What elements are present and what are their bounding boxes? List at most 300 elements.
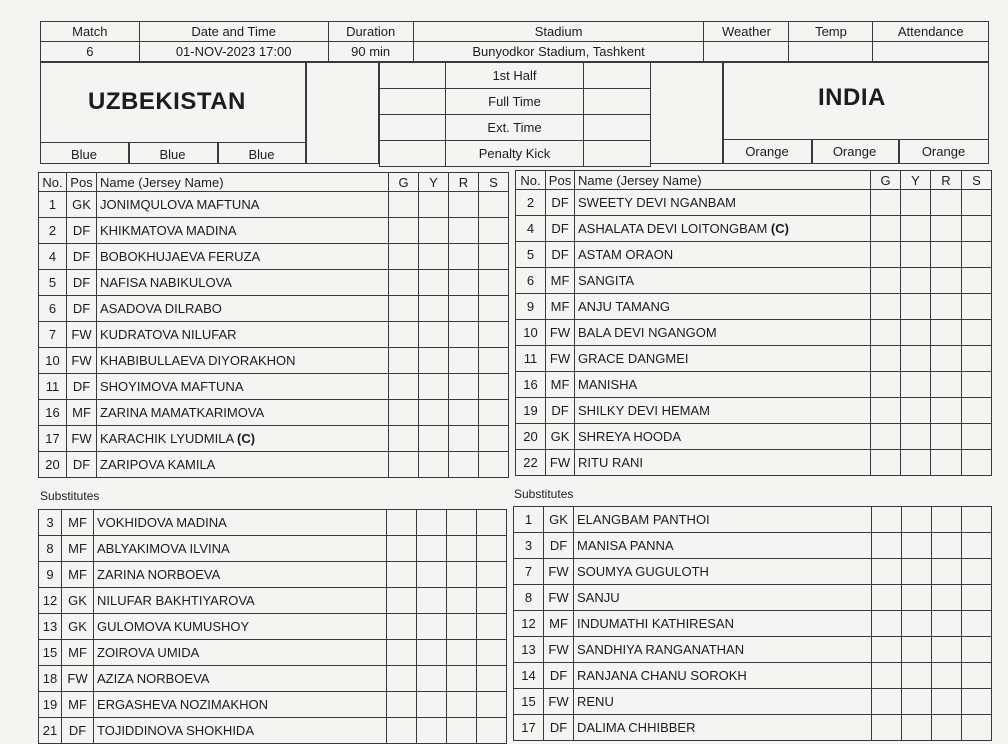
goals-cell bbox=[872, 689, 902, 715]
sub-cell bbox=[962, 585, 992, 611]
sub-cell bbox=[479, 322, 509, 348]
player-name-cell bbox=[574, 637, 872, 663]
player-row bbox=[39, 322, 509, 348]
yellow-cell bbox=[417, 666, 447, 692]
player-position: FW bbox=[546, 320, 575, 346]
player-row bbox=[39, 510, 507, 536]
red-cell bbox=[449, 348, 479, 374]
player-name-cell bbox=[575, 398, 871, 424]
goals-cell bbox=[872, 611, 902, 637]
player-row bbox=[39, 296, 509, 322]
player-number: 19 bbox=[516, 398, 546, 424]
player-name: ZOIROVA UMIDA bbox=[97, 645, 200, 660]
player-number: 15 bbox=[514, 689, 544, 715]
player-number: 2 bbox=[39, 218, 67, 244]
red-cell bbox=[932, 715, 962, 741]
goals-cell bbox=[387, 692, 417, 718]
attendance-label: Attendance bbox=[873, 22, 989, 42]
goals-cell bbox=[872, 559, 902, 585]
goals-cell bbox=[872, 507, 902, 533]
sub-cell bbox=[962, 346, 992, 372]
player-position: FW bbox=[67, 322, 97, 348]
sub-cell bbox=[477, 718, 507, 744]
player-position: FW bbox=[544, 559, 574, 585]
player-name-cell bbox=[94, 510, 387, 536]
player-name: ZARIPOVA KAMILA bbox=[100, 457, 216, 472]
sub-cell bbox=[962, 190, 992, 216]
temp-label: Temp bbox=[789, 22, 873, 42]
player-name: ZARINA NORBOEVA bbox=[97, 567, 221, 582]
red-cell bbox=[931, 216, 962, 242]
player-name: KHABIBULLAEVA DIYORAKHON bbox=[100, 353, 296, 368]
player-name-cell bbox=[575, 424, 871, 450]
player-position: FW bbox=[546, 450, 575, 476]
sub-cell bbox=[962, 294, 992, 320]
col-name: Name (Jersey Name) bbox=[575, 171, 871, 190]
player-name-cell bbox=[97, 426, 389, 452]
player-row bbox=[516, 242, 992, 268]
player-row bbox=[39, 614, 507, 640]
sub-cell bbox=[962, 611, 992, 637]
home-subs-table bbox=[38, 509, 507, 744]
goals-cell bbox=[387, 588, 417, 614]
player-row bbox=[514, 715, 992, 741]
player-position: FW bbox=[67, 426, 97, 452]
red-cell bbox=[931, 320, 962, 346]
home-team-name: UZBEKISTAN bbox=[88, 88, 246, 115]
player-position: MF bbox=[62, 510, 94, 536]
sub-cell bbox=[962, 372, 992, 398]
player-name-cell bbox=[574, 611, 872, 637]
goals-cell bbox=[871, 190, 901, 216]
player-name: INDUMATHI KATHIRESAN bbox=[577, 616, 734, 631]
red-cell bbox=[447, 588, 477, 614]
player-number: 5 bbox=[516, 242, 546, 268]
col-r: R bbox=[931, 171, 962, 190]
player-number: 9 bbox=[516, 294, 546, 320]
yellow-cell bbox=[419, 218, 449, 244]
player-row bbox=[39, 562, 507, 588]
sub-cell bbox=[477, 640, 507, 666]
goals-cell bbox=[389, 192, 419, 218]
player-number: 8 bbox=[39, 536, 62, 562]
goals-cell bbox=[871, 268, 901, 294]
yellow-cell bbox=[419, 400, 449, 426]
player-name: SHOYIMOVA MAFTUNA bbox=[100, 379, 244, 394]
player-name-cell bbox=[574, 663, 872, 689]
player-name: SOUMYA GUGULOTH bbox=[577, 564, 709, 579]
player-row bbox=[516, 320, 992, 346]
red-cell bbox=[931, 346, 962, 372]
player-name-cell bbox=[97, 296, 389, 322]
player-position: DF bbox=[544, 715, 574, 741]
player-name: SANJU bbox=[577, 590, 620, 605]
player-position: DF bbox=[546, 398, 575, 424]
red-cell bbox=[447, 718, 477, 744]
yellow-cell bbox=[901, 294, 931, 320]
player-row bbox=[516, 294, 992, 320]
yellow-cell bbox=[419, 296, 449, 322]
player-number: 17 bbox=[39, 426, 67, 452]
yellow-cell bbox=[419, 452, 449, 478]
sub-cell bbox=[479, 348, 509, 374]
sub-cell bbox=[962, 533, 992, 559]
goals-cell bbox=[871, 216, 901, 242]
player-row bbox=[39, 588, 507, 614]
red-cell bbox=[449, 270, 479, 296]
player-row bbox=[39, 426, 509, 452]
col-s: S bbox=[479, 173, 509, 192]
player-position: MF bbox=[67, 400, 97, 426]
player-position: MF bbox=[62, 562, 94, 588]
player-position: DF bbox=[67, 244, 97, 270]
player-name-cell bbox=[97, 348, 389, 374]
goals-cell bbox=[389, 400, 419, 426]
home-kit-shirt: Blue bbox=[70, 147, 98, 162]
yellow-cell bbox=[901, 216, 931, 242]
red-cell bbox=[449, 296, 479, 322]
sub-cell bbox=[477, 536, 507, 562]
player-row bbox=[39, 270, 509, 296]
captain-marker: (C) bbox=[237, 431, 256, 446]
player-row bbox=[39, 348, 509, 374]
sub-cell bbox=[479, 400, 509, 426]
weather-value bbox=[704, 42, 789, 62]
goals-cell bbox=[872, 533, 902, 559]
red-cell bbox=[447, 562, 477, 588]
player-name: RENU bbox=[577, 694, 614, 709]
player-name: MANISHA bbox=[578, 377, 638, 392]
player-position: DF bbox=[546, 242, 575, 268]
player-number: 5 bbox=[39, 270, 67, 296]
goals-cell bbox=[387, 614, 417, 640]
period-full-time: Full Time bbox=[446, 89, 584, 115]
away-kit-shorts: Orange bbox=[832, 144, 877, 159]
yellow-cell bbox=[901, 398, 931, 424]
col-s: S bbox=[962, 171, 992, 190]
sub-cell bbox=[962, 637, 992, 663]
away-starters-table bbox=[515, 170, 992, 476]
sub-cell bbox=[962, 559, 992, 585]
player-number: 7 bbox=[514, 559, 544, 585]
player-number: 17 bbox=[514, 715, 544, 741]
home-kit-socks: Blue bbox=[248, 147, 275, 162]
temp-value bbox=[789, 42, 873, 62]
goals-cell bbox=[871, 424, 901, 450]
player-row bbox=[516, 216, 992, 242]
player-row bbox=[514, 507, 992, 533]
player-name: ANJU TAMANG bbox=[578, 299, 670, 314]
player-position: FW bbox=[544, 637, 574, 663]
red-cell bbox=[932, 585, 962, 611]
sub-cell bbox=[479, 296, 509, 322]
red-cell bbox=[447, 692, 477, 718]
player-position: GK bbox=[544, 507, 574, 533]
player-row bbox=[39, 718, 507, 744]
player-row bbox=[516, 346, 992, 372]
player-name-cell bbox=[575, 450, 871, 476]
player-number: 7 bbox=[39, 322, 67, 348]
red-cell bbox=[449, 322, 479, 348]
yellow-cell bbox=[417, 718, 447, 744]
player-name: KARACHIK LYUDMILA bbox=[100, 431, 238, 446]
player-number: 10 bbox=[39, 348, 67, 374]
player-name-cell bbox=[94, 588, 387, 614]
col-pos: Pos bbox=[546, 171, 575, 190]
yellow-cell bbox=[901, 424, 931, 450]
sub-cell bbox=[962, 242, 992, 268]
yellow-cell bbox=[901, 372, 931, 398]
goals-cell bbox=[871, 372, 901, 398]
red-cell bbox=[932, 559, 962, 585]
red-cell bbox=[931, 398, 962, 424]
away-subs-table bbox=[513, 506, 992, 741]
player-position: DF bbox=[546, 190, 575, 216]
player-row bbox=[516, 450, 992, 476]
sub-cell bbox=[479, 426, 509, 452]
player-position: DF bbox=[546, 216, 575, 242]
home-score-box bbox=[306, 62, 379, 164]
yellow-cell bbox=[902, 715, 932, 741]
player-number: 4 bbox=[39, 244, 67, 270]
goals-cell bbox=[871, 294, 901, 320]
player-row bbox=[514, 637, 992, 663]
sub-cell bbox=[962, 663, 992, 689]
yellow-cell bbox=[901, 450, 931, 476]
col-g: G bbox=[389, 173, 419, 192]
player-name: SWEETY DEVI NGANBAM bbox=[578, 195, 736, 210]
player-row bbox=[39, 244, 509, 270]
yellow-cell bbox=[419, 322, 449, 348]
goals-cell bbox=[387, 666, 417, 692]
player-name: ZARINA MAMATKARIMOVA bbox=[100, 405, 265, 420]
sub-cell bbox=[962, 689, 992, 715]
player-position: MF bbox=[62, 536, 94, 562]
player-number: 3 bbox=[39, 510, 62, 536]
goals-cell bbox=[871, 346, 901, 372]
player-name: NAFISA NABIKULOVA bbox=[100, 275, 232, 290]
player-number: 4 bbox=[516, 216, 546, 242]
red-cell bbox=[932, 689, 962, 715]
player-name-cell bbox=[94, 536, 387, 562]
player-name: ELANGBAM PANTHOI bbox=[577, 512, 710, 527]
sub-cell bbox=[962, 424, 992, 450]
player-number: 6 bbox=[39, 296, 67, 322]
away-score-box bbox=[650, 62, 723, 164]
player-row bbox=[516, 372, 992, 398]
col-r: R bbox=[449, 173, 479, 192]
player-number: 16 bbox=[39, 400, 67, 426]
player-number: 21 bbox=[39, 718, 62, 744]
date-time-label: Date and Time bbox=[139, 22, 328, 42]
player-name-cell bbox=[575, 294, 871, 320]
player-row bbox=[516, 190, 992, 216]
player-number: 10 bbox=[516, 320, 546, 346]
player-position: MF bbox=[62, 692, 94, 718]
player-name-cell bbox=[97, 374, 389, 400]
player-number: 20 bbox=[516, 424, 546, 450]
weather-label: Weather bbox=[704, 22, 789, 42]
yellow-cell bbox=[902, 637, 932, 663]
player-number: 11 bbox=[516, 346, 546, 372]
duration-value: 90 min bbox=[328, 42, 413, 62]
player-row bbox=[39, 536, 507, 562]
away-substitutes-label: Substitutes bbox=[514, 487, 574, 501]
yellow-cell bbox=[419, 270, 449, 296]
player-name: ERGASHEVA NOZIMAKHON bbox=[97, 697, 268, 712]
player-name-cell bbox=[97, 400, 389, 426]
player-name-cell bbox=[575, 242, 871, 268]
player-number: 19 bbox=[39, 692, 62, 718]
away-kit-socks: Orange bbox=[921, 144, 966, 159]
player-number: 2 bbox=[516, 190, 546, 216]
player-name: MANISA PANNA bbox=[577, 538, 674, 553]
red-cell bbox=[447, 614, 477, 640]
player-name: RANJANA CHANU SOROKH bbox=[577, 668, 747, 683]
sub-cell bbox=[479, 244, 509, 270]
col-name: Name (Jersey Name) bbox=[97, 173, 389, 192]
red-cell bbox=[931, 268, 962, 294]
col-y: Y bbox=[419, 173, 449, 192]
player-name-cell bbox=[97, 192, 389, 218]
player-number: 12 bbox=[514, 611, 544, 637]
red-cell bbox=[449, 426, 479, 452]
goals-cell bbox=[871, 398, 901, 424]
red-cell bbox=[931, 450, 962, 476]
player-row bbox=[514, 585, 992, 611]
player-name-cell bbox=[575, 216, 871, 242]
player-name: ASADOVA DILRABO bbox=[100, 301, 222, 316]
yellow-cell bbox=[901, 346, 931, 372]
period-table bbox=[379, 62, 651, 167]
player-number: 3 bbox=[514, 533, 544, 559]
player-row bbox=[514, 663, 992, 689]
player-name-cell bbox=[97, 218, 389, 244]
yellow-cell bbox=[902, 689, 932, 715]
player-name-cell bbox=[94, 692, 387, 718]
sub-cell bbox=[477, 692, 507, 718]
player-position: MF bbox=[544, 611, 574, 637]
goals-cell bbox=[871, 450, 901, 476]
teams-block bbox=[40, 62, 989, 164]
goals-cell bbox=[872, 637, 902, 663]
red-cell bbox=[449, 192, 479, 218]
red-cell bbox=[931, 190, 962, 216]
player-name-cell bbox=[574, 533, 872, 559]
player-number: 18 bbox=[39, 666, 62, 692]
yellow-cell bbox=[419, 348, 449, 374]
player-name-cell bbox=[574, 507, 872, 533]
player-number: 9 bbox=[39, 562, 62, 588]
yellow-cell bbox=[901, 190, 931, 216]
player-name-cell bbox=[575, 268, 871, 294]
player-name-cell bbox=[575, 372, 871, 398]
goals-cell bbox=[387, 510, 417, 536]
player-number: 1 bbox=[514, 507, 544, 533]
goals-cell bbox=[387, 536, 417, 562]
col-no: No. bbox=[39, 173, 67, 192]
red-cell bbox=[449, 244, 479, 270]
player-number: 1 bbox=[39, 192, 67, 218]
red-cell bbox=[932, 533, 962, 559]
goals-cell bbox=[871, 242, 901, 268]
yellow-cell bbox=[902, 585, 932, 611]
player-name: RITU RANI bbox=[578, 455, 643, 470]
player-number: 13 bbox=[39, 614, 62, 640]
player-number: 11 bbox=[39, 374, 67, 400]
player-position: MF bbox=[546, 372, 575, 398]
player-name-cell bbox=[575, 190, 871, 216]
sub-cell bbox=[477, 666, 507, 692]
yellow-cell bbox=[417, 510, 447, 536]
yellow-cell bbox=[417, 536, 447, 562]
player-position: MF bbox=[546, 294, 575, 320]
player-name: AZIZA NORBOEVA bbox=[97, 671, 210, 686]
red-cell bbox=[931, 242, 962, 268]
player-number: 15 bbox=[39, 640, 62, 666]
yellow-cell bbox=[417, 640, 447, 666]
yellow-cell bbox=[902, 559, 932, 585]
red-cell bbox=[449, 400, 479, 426]
player-position: DF bbox=[62, 718, 94, 744]
red-cell bbox=[932, 663, 962, 689]
player-position: GK bbox=[62, 588, 94, 614]
player-name-cell bbox=[574, 559, 872, 585]
player-number: 12 bbox=[39, 588, 62, 614]
player-position: GK bbox=[67, 192, 97, 218]
player-name: ASHALATA DEVI LOITONGBAM bbox=[578, 221, 771, 236]
player-row bbox=[39, 692, 507, 718]
player-name: KUDRATOVA NILUFAR bbox=[100, 327, 237, 342]
player-name: TOJIDDINOVA SHOKHIDA bbox=[97, 723, 254, 738]
yellow-cell bbox=[902, 533, 932, 559]
sub-cell bbox=[477, 588, 507, 614]
player-name: ABLYAKIMOVA ILVINA bbox=[97, 541, 230, 556]
player-name: SHILKY DEVI HEMAM bbox=[578, 403, 710, 418]
player-name: DALIMA CHHIBBER bbox=[577, 720, 696, 735]
player-number: 13 bbox=[514, 637, 544, 663]
player-position: FW bbox=[544, 585, 574, 611]
player-position: DF bbox=[67, 218, 97, 244]
match-value: 6 bbox=[41, 42, 140, 62]
player-name: VOKHIDOVA MADINA bbox=[97, 515, 227, 530]
player-position: GK bbox=[546, 424, 575, 450]
player-position: FW bbox=[62, 666, 94, 692]
player-row bbox=[514, 611, 992, 637]
period-ext-time: Ext. Time bbox=[446, 115, 584, 141]
col-pos: Pos bbox=[67, 173, 97, 192]
yellow-cell bbox=[901, 320, 931, 346]
captain-marker: (C) bbox=[770, 221, 789, 236]
period-1st-half: 1st Half bbox=[446, 63, 584, 89]
red-cell bbox=[931, 372, 962, 398]
player-position: DF bbox=[67, 452, 97, 478]
yellow-cell bbox=[902, 663, 932, 689]
yellow-cell bbox=[419, 192, 449, 218]
sub-cell bbox=[477, 510, 507, 536]
player-number: 8 bbox=[514, 585, 544, 611]
player-name-cell bbox=[94, 666, 387, 692]
player-name-cell bbox=[97, 244, 389, 270]
yellow-cell bbox=[901, 242, 931, 268]
goals-cell bbox=[871, 320, 901, 346]
attendance-value bbox=[873, 42, 989, 62]
player-name-cell bbox=[575, 320, 871, 346]
goals-cell bbox=[389, 270, 419, 296]
sub-cell bbox=[479, 374, 509, 400]
goals-cell bbox=[387, 562, 417, 588]
player-number: 16 bbox=[516, 372, 546, 398]
